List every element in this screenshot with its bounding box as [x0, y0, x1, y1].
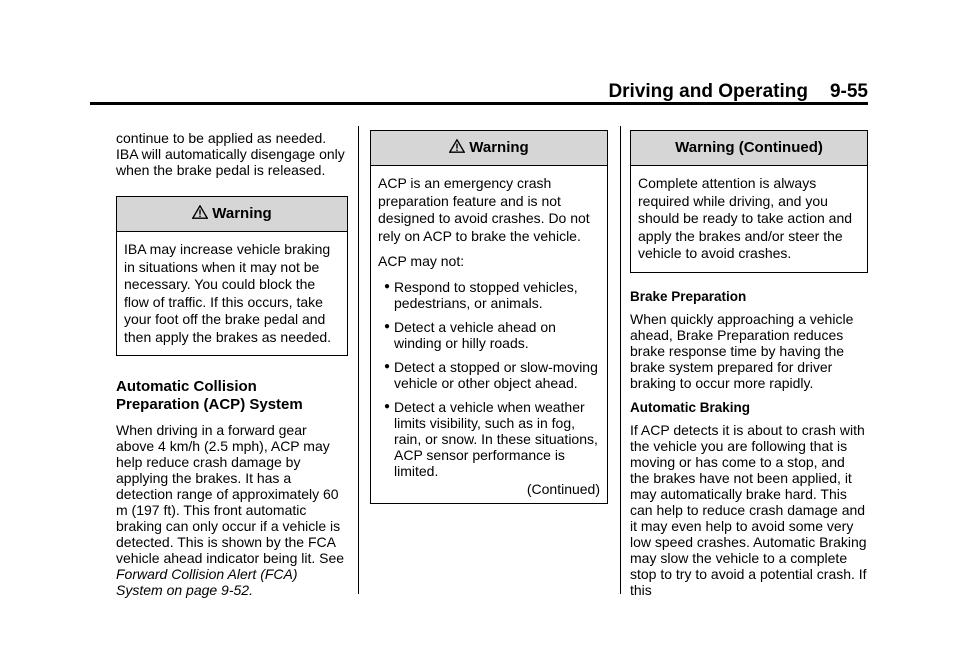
list-item-text: Detect a stopped or slow-moving vehicle or other object ahead.	[394, 358, 598, 391]
section-title: Driving and Operating	[608, 81, 808, 102]
warning-body	[117, 232, 347, 355]
cross-reference-link[interactable]: Forward Collision Alert (FCA) System on page 9-52.	[116, 566, 298, 598]
warning-body	[371, 166, 607, 503]
warning-title: Warning	[469, 139, 529, 156]
column-3	[630, 130, 868, 598]
warning-text: ACP is an emergency crash preparation feature and is not designed to avoid crashes. Do not rely on ACP to brake the vehicle.	[378, 175, 590, 244]
automatic-braking-text: If ACP detects it is about to crash with the vehicle you are following that is moving or has come to a stop, and the brakes have not been applied, it may automatically brake hard. This can help to reduce crash damage and it may even help to avoid some very low speed crashes. Automatic Braking may slow the vehicle to a complete stop to try to avoid a potential crash. If this	[630, 421, 867, 598]
warning-header	[117, 197, 347, 232]
warning-body	[631, 166, 867, 272]
warning-text: Complete attention is always required while driving, and you should be ready to take action and apply the brakes and/or steer the vehicle to avoid crashes.	[638, 175, 853, 261]
list-item: ● Respond to stopped vehicles, pedestrians, or animals.	[384, 278, 578, 311]
header-rule	[90, 102, 868, 105]
column-divider	[620, 126, 621, 594]
brake-preparation-heading: Brake Preparation	[630, 288, 747, 304]
column-2	[370, 130, 608, 504]
list-item-text: Respond to stopped vehicles, pedestrians, or animals.	[394, 278, 578, 311]
acp-body-paragraph	[116, 422, 348, 598]
limitations-list	[378, 279, 600, 479]
may-not-label: ACP may not:	[378, 253, 465, 269]
warning-header	[371, 131, 607, 166]
warning-header	[631, 131, 867, 166]
column-1	[116, 130, 348, 598]
warning-box	[116, 196, 348, 356]
column-divider	[358, 126, 359, 594]
see-prefix: See	[319, 550, 345, 566]
list-item: ● Detect a vehicle ahead on winding or hilly roads.	[384, 318, 556, 351]
brake-preparation-text: When quickly approaching a vehicle ahead, Brake Preparation reduces brake response time by having the brake system prepared for driver braking to occur more rapidly.	[630, 310, 854, 391]
continued-label: (Continued)	[526, 480, 600, 497]
list-item: ● Detect a vehicle when weather limits visibility, such as in fog, rain, or snow. In these situations, ACP sensor performance is limited.	[384, 398, 598, 479]
list-item: ● Detect a stopped or slow-moving vehicle or other object ahead.	[384, 358, 598, 391]
warning-triangle-icon	[192, 205, 208, 219]
section-heading	[116, 378, 348, 414]
page-header	[90, 80, 868, 104]
list-item-text: Detect a vehicle when weather limits visibility, such as in fog, rain, or snow. In these situations, ACP sensor performance is limited.	[394, 398, 598, 479]
automatic-braking-heading: Automatic Braking	[630, 399, 751, 415]
acp-body-text: When driving in a forward gear above 4 km/h (2.5 mph), ACP may help reduce crash damage by applying the brakes. It has a detection range of approximately 60 m (197 ft). This front automatic braking can only occur if a vehicle is detected. This is shown by the FCA vehicle ahead indicator being lit.	[116, 422, 341, 566]
section-heading-line: Preparation (ACP) System	[116, 396, 303, 413]
page-number: 9-55	[829, 81, 868, 102]
warning-box-continued	[630, 130, 868, 273]
warning-title: Warning (Continued)	[675, 139, 823, 156]
section-heading-line: Automatic Collision	[116, 378, 257, 395]
warning-text: IBA may increase vehicle braking in situations when it may not be necessary. You could block the flow of traffic. If this occurs, take your foot off the brake pedal and then apply the brakes as needed.	[124, 241, 332, 345]
warning-triangle-icon	[449, 139, 465, 153]
list-item-text: Detect a vehicle ahead on winding or hilly roads.	[394, 318, 556, 351]
intro-paragraph: continue to be applied as needed. IBA will automatically disengage only when the brake pedal is released.	[116, 130, 345, 178]
warning-title: Warning	[212, 205, 272, 222]
warning-box	[370, 130, 608, 504]
